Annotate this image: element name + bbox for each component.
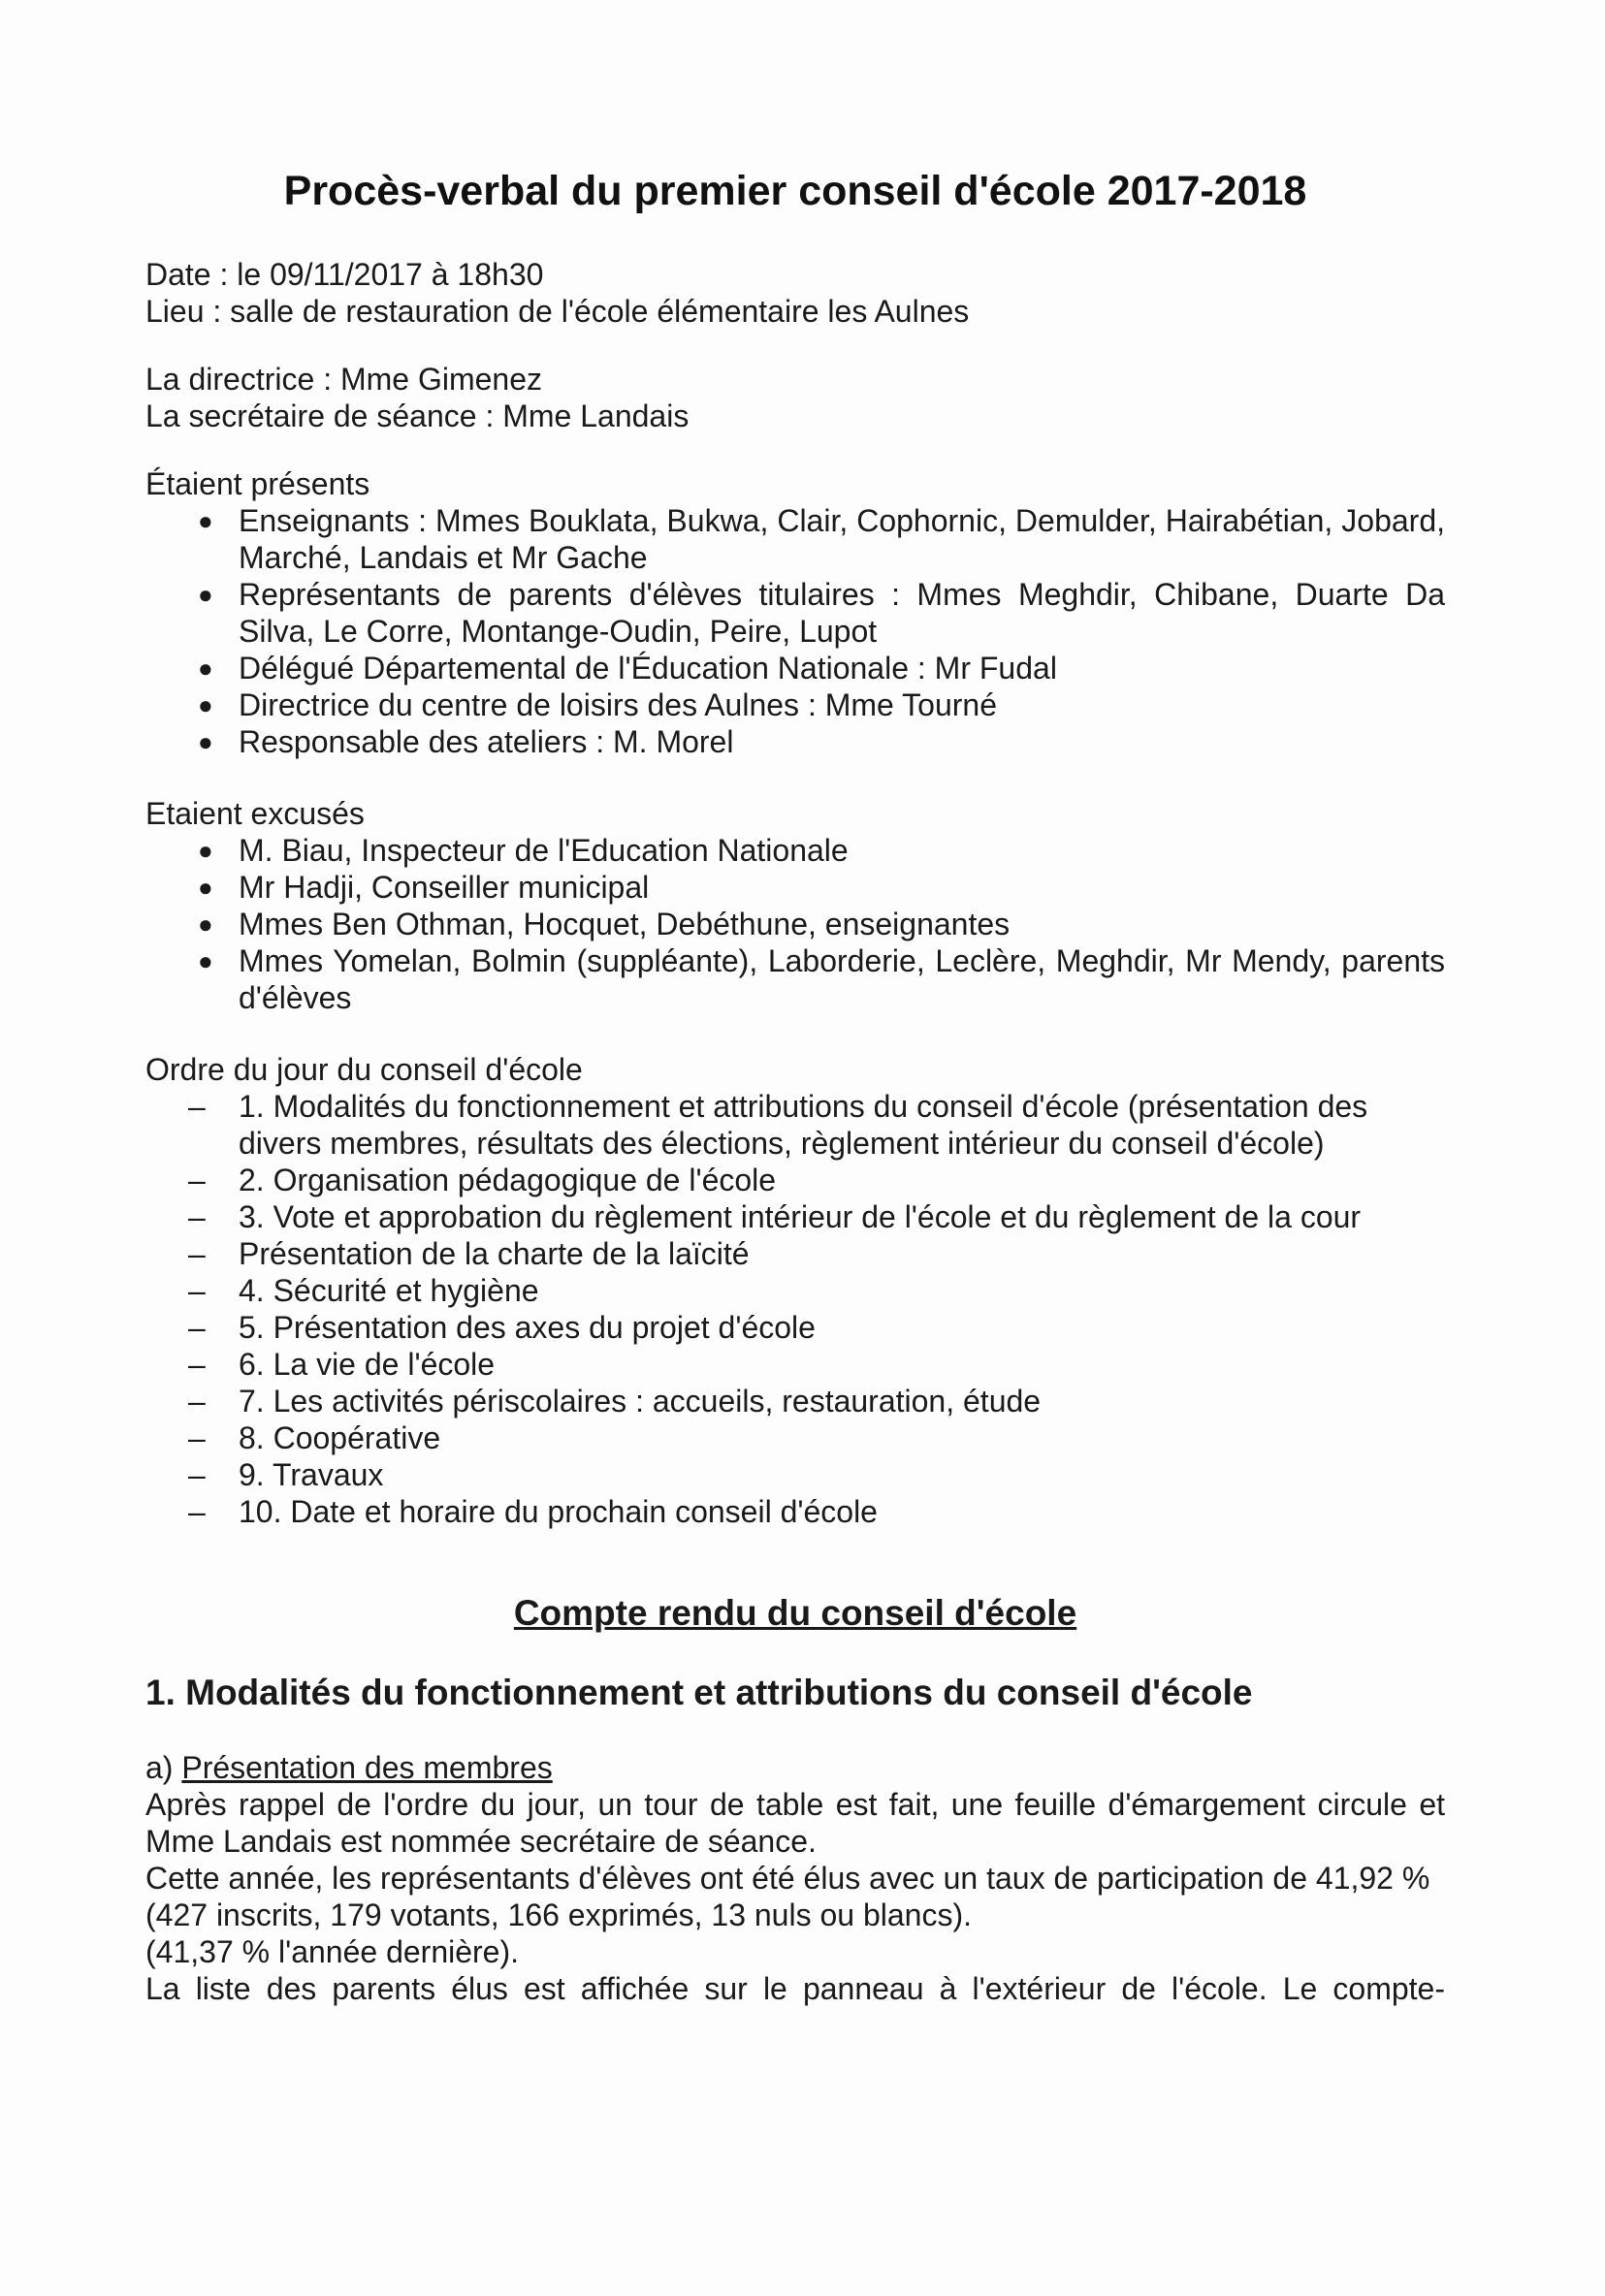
dash-icon: –	[188, 1420, 206, 1455]
list-item: – Présentation de la charte de la laïcité	[188, 1236, 750, 1271]
bullet-icon: ●	[198, 580, 213, 609]
report-heading: Compte rendu du conseil d'école	[513, 1593, 1077, 1633]
list-item: – 8. Coopérative	[188, 1420, 441, 1455]
bullet-icon: ●	[198, 727, 213, 756]
paragraph-2-line-3: (41,37 % l'année dernière).	[145, 1934, 520, 1969]
paragraph-2-line-2: (427 inscrits, 179 votants, 166 exprimés, 13 nuls ou blancs).	[145, 1897, 972, 1932]
bullet-icon: ●	[198, 909, 213, 939]
list-item: – 5. Présentation des axes du projet d'école	[188, 1310, 816, 1345]
officers	[145, 361, 1445, 434]
excused-heading: Etaient excusés	[145, 796, 365, 831]
list-item: ● Mmes Yomelan, Bolmin (suppléante), Laborderie, Leclère, Meghdir, Mr Mendy, parents d'élèves	[198, 943, 1445, 1015]
secretary-line: La secrétaire de séance : Mme Landais	[145, 399, 690, 433]
dash-icon: –	[188, 1310, 206, 1345]
present-list	[145, 502, 1445, 760]
bullet-icon: ●	[198, 873, 213, 902]
subsection-a-title: a) Présentation des membres	[145, 1750, 553, 1785]
dash-icon: –	[188, 1347, 206, 1382]
paragraph-3: La liste des parents élus est affichée sur le panneau à l'extérieur de l'école. Le compte-	[145, 1971, 1445, 2006]
list-item: – 9. Travaux	[188, 1457, 384, 1492]
list-item: ● Mmes Ben Othman, Hocquet, Debéthune, enseignantes	[198, 907, 1011, 941]
bullet-icon: ●	[198, 506, 213, 535]
list-item: – 7. Les activités périscolaires : accueils, restauration, étude	[188, 1384, 1042, 1419]
excused-list	[145, 832, 1445, 1016]
agenda-heading: Ordre du jour du conseil d'école	[145, 1052, 583, 1087]
paragraph-2-line-1: Cette année, les représentants d'élèves ont été élus avec un taux de participation de 41,92 %	[145, 1861, 1430, 1896]
dash-icon: –	[188, 1163, 206, 1197]
list-item: ● Responsable des ateliers : M. Morel	[198, 724, 734, 759]
list-item: ● Directrice du centre de loisirs des Aulnes : Mme Tourné	[198, 687, 997, 722]
dash-icon: –	[188, 1457, 206, 1492]
present-heading: Étaient présents	[145, 466, 370, 501]
agenda-section	[145, 1051, 1445, 1530]
document-title: Procès-verbal du premier conseil d'école 2017-2018	[283, 168, 1307, 214]
dash-icon: –	[188, 1494, 206, 1529]
bullet-icon: ●	[198, 946, 213, 975]
excused-section	[145, 795, 1445, 1016]
list-item: ● Enseignants : Mmes Bouklata, Bukwa, Clair, Cophornic, Demulder, Hairabétian, Jobard, Marché, Landais et Mr Gache	[198, 503, 1445, 575]
paragraph-1: Après rappel de l'ordre du jour, un tour de table est fait, une feuille d'émargement circule et Mme Landais est nommée secrétaire de séance.	[145, 1787, 1445, 1859]
list-item: ● Mr Hadji, Conseiller municipal	[198, 870, 650, 905]
bullet-icon: ●	[198, 836, 213, 865]
list-item: – 2. Organisation pédagogique de l'école	[188, 1163, 777, 1197]
present-section	[145, 465, 1445, 760]
list-item: – 4. Sécurité et hygiène	[188, 1273, 539, 1308]
list-item: ● Délégué Départemental de l'Éducation Nationale : Mr Fudal	[198, 651, 1057, 686]
place-line: Lieu : salle de restauration de l'école élémentaire les Aulnes	[145, 294, 970, 329]
dash-icon: –	[188, 1273, 206, 1308]
dash-icon: –	[188, 1089, 206, 1124]
list-item: – 1. Modalités du fonctionnement et attributions du conseil d'école (présentation des divers membres, résultats des élections, règlement intérieur du conseil d'école)	[188, 1089, 1368, 1161]
dash-icon: –	[188, 1199, 206, 1234]
list-item: ● Représentants de parents d'élèves titulaires : Mmes Meghdir, Chibane, Duarte Da Silva, Le Corre, Montange-Oudin, Peire, Lupot	[198, 577, 1445, 649]
dash-icon: –	[188, 1236, 206, 1271]
section-1-title: 1. Modalités du fonctionnement et attributions du conseil d'école	[145, 1673, 1253, 1712]
bullet-icon: ●	[198, 654, 213, 683]
director-line: La directrice : Mme Gimenez	[145, 362, 543, 397]
list-item: – 3. Vote et approbation du règlement intérieur de l'école et du règlement de la cour	[188, 1199, 1362, 1234]
bullet-icon: ●	[198, 690, 213, 719]
list-item: ● M. Biau, Inspecteur de l'Education Nationale	[198, 833, 849, 868]
list-item: – 6. La vie de l'école	[188, 1347, 496, 1382]
dash-icon: –	[188, 1384, 206, 1419]
list-item: – 10. Date et horaire du prochain conseil d'école	[188, 1494, 878, 1529]
document-content	[145, 155, 1445, 2007]
agenda-list	[145, 1088, 1445, 1530]
date-line: Date : le 09/11/2017 à 18h30	[145, 257, 544, 292]
meeting-info	[145, 256, 1445, 330]
